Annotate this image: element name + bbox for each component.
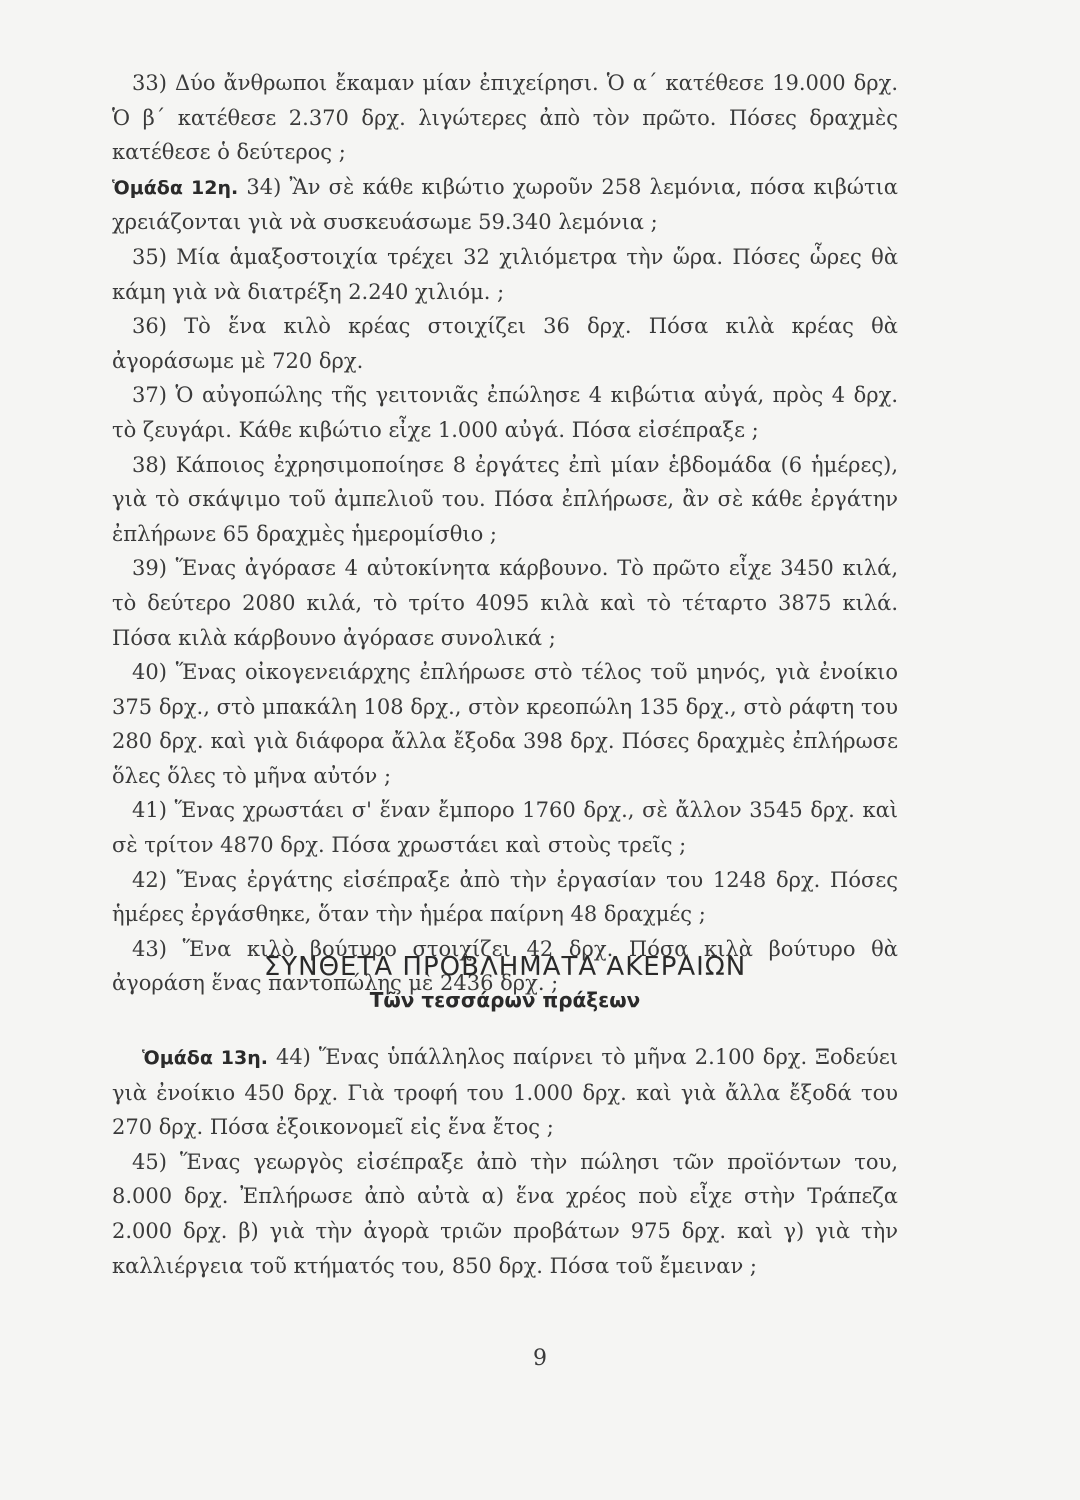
problem-41: 41) Ἕνας χρωστάει σ' ἕναν ἔμπορο 1760 δρχ., σὲ ἄλλον 3545 δρχ. καὶ σὲ τρίτον 4870 δρχ. Πόσα χρωστάει καὶ στοὺς τρεῖς ; — [112, 798, 898, 858]
problem-34-text: 34) Ἂν σὲ κάθε κιβώτιο χωροῦν 258 λεμόνια, πόσα κιβώτια χρειάζονται γιὰ νὰ συσκευάσωμε 59.340 λεμόνια ; — [112, 174, 898, 235]
problem-37: 37) Ὁ αὐγοπώλης τῆς γειτονιᾶς ἐπώλησε 4 κιβώτια αὐγά, πρὸς 4 δρχ. τὸ ζευγάρι. Κάθε κιβώτιο εἶχε 1.000 αὐγά. Πόσα εἰσέπραξε ; — [112, 383, 898, 442]
page-number: 9 — [533, 1346, 547, 1371]
problem-43: 43) Ἕνα κιλὸ βούτυρο στοιχίζει 42 δρχ. Πόσα κιλὰ βούτυρο θὰ ἀγοράση ἕνας παντοπώλης μὲ 2436 δρχ. ; — [112, 936, 898, 996]
section-title: ΣΥΝΘΕΤΑ ΠΡΟΒΛΗΜΑΤΑ ΑΚΕΡΑΙΩΝ — [263, 952, 747, 982]
group-13-label: Ὁμάδα 13η. — [142, 1047, 268, 1069]
problems-upper-block — [112, 66, 898, 1001]
problem-44-text: 44) Ἕνας ὑπάλληλος παίρνει τὸ μῆνα 2.100 δρχ. Ξοδεύει γιὰ ἐνοίκιο 450 δρχ. Γιὰ τροφή του 1.000 δρχ. καὶ γιὰ ἄλλα ἔξοδά του 270 δρχ. Πόσα ἐξοικονομεῖ εἰς ἕνα ἔτος ; — [112, 1045, 898, 1140]
problem-42: 42) Ἕνας ἐργάτης εἰσέπραξε ἀπὸ τὴν ἐργασίαν του 1248 δρχ. Πόσες ἡμέρες ἐργάσθηκε, ὅταν τὴν ἡμέρα παίρνη 48 δραχμές ; — [112, 867, 898, 927]
section-subtitle: Τῶν τεσσάρων πράξεων — [369, 988, 641, 1012]
problem-45: 45) Ἕνας γεωργὸς εἰσέπραξε ἀπὸ τὴν πώλησι τῶν προϊόντων του, 8.000 δρχ. Ἐπλήρωσε ἀπὸ αὐτὰ α) ἕνα χρέος ποὺ εἶχε στὴν Τράπεζα 2.000 δρχ. β) γιὰ τὴν ἀγορὰ τριῶν προβάτων 975 δρχ. καὶ γ) γιὰ τὴν καλλιέργεια τοῦ κτήματός του, 850 δρχ. Πόσα τοῦ ἔμειναν ; — [112, 1149, 898, 1278]
problem-33: 33) Δύο ἄνθρωποι ἔκαμαν μίαν ἐπιχείρησι. Ὁ α΄ κατέθεσε 19.000 δρχ. Ὁ β΄ κατέθεσε 2.370 δρχ. λιγώτερες ἀπὸ τὸν πρῶτο. Πόσες δραχμὲς κατέθεσε ὁ δεύτερος ; — [112, 71, 898, 165]
problem-38: 38) Κάποιος ἐχρησιμοποίησε 8 ἐργάτες ἐπὶ μίαν ἑβδομάδα (6 ἡμέρες), γιὰ τὸ σκάψιμο τοῦ ἀμπελιοῦ του. Πόσα ἐπλήρωσε, ἂν σὲ κάθε ἐργάτην ἐπλήρωνε 65 δραχμὲς ἡμερομίσθιο ; — [112, 452, 898, 546]
problem-35: 35) Μία ἁμαξοστοιχία τρέχει 32 χιλιόμετρα τὴν ὥρα. Πόσες ὧρες θὰ κάμη γιὰ νὰ διατρέξη 2.240 χιλιόμ. ; — [112, 244, 898, 304]
problem-40: 40) Ἕνας οἰκογενειάρχης ἐπλήρωσε στὸ τέλος τοῦ μηνός, γιὰ ἐνοίκιο 375 δρχ., στὸ μπακάλη 108 δρχ., στὸν κρεοπώλη 135 δρχ., στὸ ράφτη του 280 δρχ. καὶ γιὰ διάφορα ἄλλα ἔξοδα 398 δρχ. Πόσες δραχμὲς ἐπλήρωσε ὅλες ὅλες τὸ μῆνα αὐτόν ; — [112, 660, 898, 788]
problem-39: 39) Ἕνας ἀγόρασε 4 αὐτοκίνητα κάρβουνο. Τὸ πρῶτο εἶχε 3450 κιλά, τὸ δεύτερο 2080 κιλά, τὸ τρίτο 4095 κιλὰ καὶ τὸ τέταρτο 3875 κιλά. Πόσα κιλὰ κάρβουνο ἀγόρασε συνολικά ; — [112, 556, 898, 650]
problem-36: 36) Τὸ ἕνα κιλὸ κρέας στοιχίζει 36 δρχ. Πόσα κιλὰ κρέας θὰ ἀγοράσωμε μὲ 720 δρχ. — [112, 314, 898, 373]
problem-34 — [112, 170, 898, 240]
problems-lower-block — [112, 1040, 898, 1283]
group-12-label: Ὁμάδα 12η. — [112, 176, 239, 199]
problem-44 — [112, 1040, 898, 1145]
